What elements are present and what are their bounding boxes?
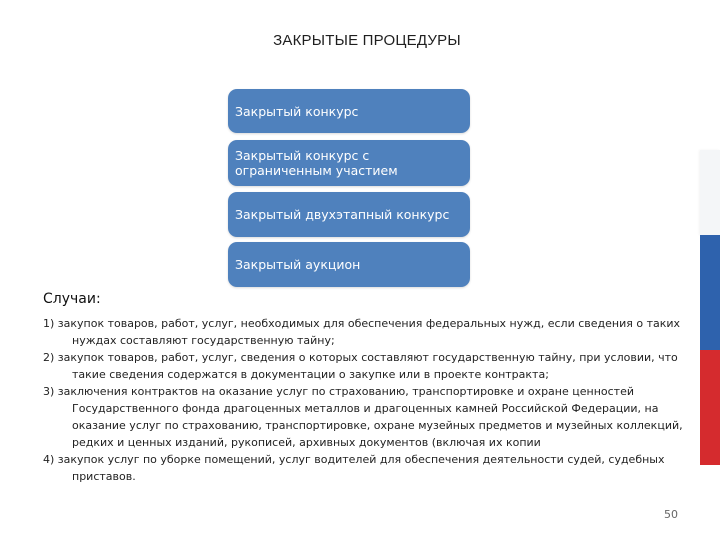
flag-stripe-white xyxy=(700,150,720,235)
case-item-3: 3) заключения контрактов на оказание услуг по страхованию, транспортировке и охране ценностей Государственного фонда драгоценных металлов и драгоценных камней Российской Федерации, на оказание услуг по страхованию, транспортировке, охране музейных предметов и музейных коллекций, редких и ценных изданий, рукописей, архивных документов (включая их копии xyxy=(43,385,683,449)
procedure-box-closed-limited-tender: Закрытый конкурс с ограниченным участием xyxy=(228,140,470,186)
flag-stripe-blue xyxy=(700,235,720,350)
cases-list xyxy=(43,315,693,485)
case-item-4: 4) закупок услуг по уборке помещений, услуг водителей для обеспечения деятельности судей, судебных приставов. xyxy=(43,453,665,483)
procedure-box-closed-auction: Закрытый аукцион xyxy=(228,242,470,287)
slide-title: ЗАКРЫТЫЕ ПРОЦЕДУРЫ xyxy=(273,32,461,49)
case-item-1: 1) закупок товаров, работ, услуг, необходимых для обеспечения федеральных нужд, если сведения о таких нуждах составляют государственную тайну; xyxy=(43,317,681,347)
cases-heading: Случаи: xyxy=(43,291,101,307)
flag-stripe-red xyxy=(700,350,720,465)
procedure-box-closed-tender: Закрытый конкурс xyxy=(228,89,470,133)
page-number: 50 xyxy=(664,508,678,521)
case-item-2: 2) закупок товаров, работ, услуг, сведения о которых составляют государственную тайну, при условии, что такие сведения содержатся в документации о закупке или в проекте контракта; xyxy=(43,351,678,381)
procedure-box-closed-two-stage-tender: Закрытый двухэтапный конкурс xyxy=(228,192,470,237)
